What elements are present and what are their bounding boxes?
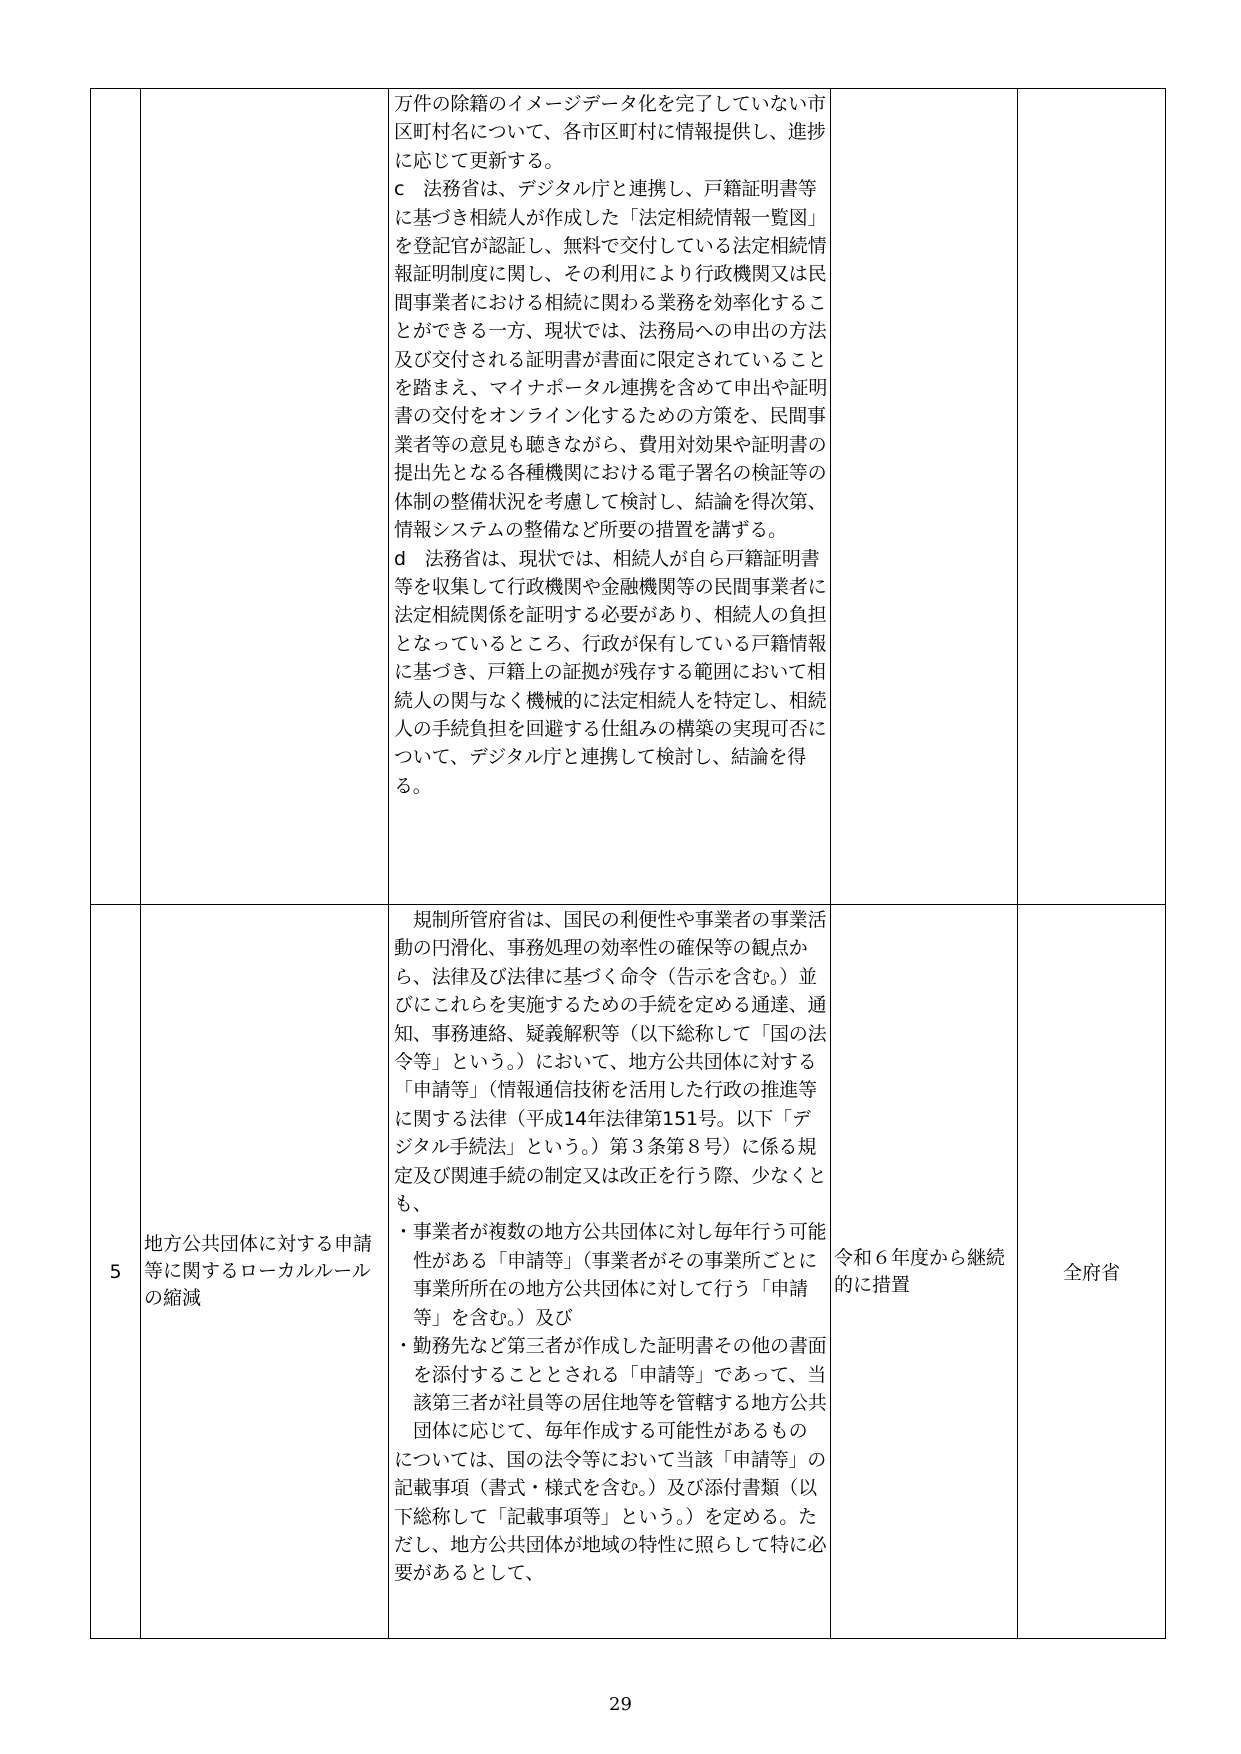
item-name-cell <box>141 89 389 905</box>
content-paragraph: については、国の法令等において当該「申請等」の記載事項（書式・様式を含む。）及び添付書類（以下総称して「記載事項等」という。）を定める。ただし、地方公共団体が地域の特性に照らして特に必要があるとして、 <box>394 1448 827 1585</box>
row-number-cell: 5 <box>91 905 141 1639</box>
row-number-cell <box>91 89 141 905</box>
item-name-cell: 地方公共団体に対する申請等に関するローカルルールの縮減 <box>141 905 389 1639</box>
measures-table <box>90 88 1166 1639</box>
content-paragraph: c 法務省は、デジタル庁と連携し、戸籍証明書等に基づき相続人が作成した「法定相続情報一覧図」を登記官が認証し、無料で交付している法定相続情報証明制度に関し、その利用により行政機関又は民間事業者における相続に関わる業務を効率化することができる一方、現状では、法務局への申出の方法及び交付される証明書が書面に限定されていることを踏まえ、マイナポータル連携を含めて申出や証明書の交付をオンライン化するための方策を、民間事業者等の意見も聴きながら、費用対効果や証明書の提出先となる各種機関における電子署名の検証等の体制の整備状況を考慮して検討し、結論を得次第、情報システムの整備など所要の措置を講ずる。 <box>394 178 828 542</box>
responsible-ministry-cell <box>1018 89 1166 905</box>
implementation-period-cell <box>831 89 1018 905</box>
measure-content-cell <box>389 905 831 1639</box>
content-paragraph: d 法務省は、現状では、相続人が自ら戸籍証明書等を収集して行政機関や金融機関等の民間事業者に法定相続関係を証明する必要があり、相続人の負担となっているところ、行政が保有している戸籍情報に基づき、戸籍上の証拠が残存する範囲において相続人の関与なく機械的に法定相続人を特定し、相続人の手続負担を回避する仕組みの構築の実現可否について、デジタル庁と連携して検討し、結論を得る。 <box>394 547 827 797</box>
page-number: 29 <box>609 1694 632 1715</box>
content-bullet: ・事業者が複数の地方公共団体に対し毎年行う可能性がある「申請等」（事業者がその事業所ごとに事業所所在の地方公共団体に対して行う「申請等」を含む。）及び <box>394 1221 827 1329</box>
content-paragraph: 規制所管府省は、国民の利便性や事業者の事業活動の円滑化、事務処理の効率性の確保等の観点から、法律及び法律に基づく命令（告示を含む。）並びにこれらを実施するための手続を定める通達、通知、事務連絡、疑義解釈等（以下総称して「国の法令等」という。）において、地方公共団体に対する「申請等」（情報通信技術を活用した行政の推進等に関する法律（平成14年法律第151号。以下「デジタル手続法」という。）第３条第８号）に係る規定及び関連手続の制定又は改正を行う際、少なくとも、 <box>394 909 827 1216</box>
content-paragraph: 万件の除籍のイメージデータ化を完了していない市区町村名について、各市区町村に情報提供し、進捗に応じて更新する。 <box>394 93 826 172</box>
table-row <box>91 905 1166 1639</box>
implementation-period-cell: 令和６年度から継続的に措置 <box>831 905 1018 1639</box>
measure-content-cell <box>389 89 831 905</box>
content-bullet: ・勤務先など第三者が作成した証明書その他の書面を添付することとされる「申請等」であって、当該第三者が社員等の居住地等を管轄する地方公共団体に応じて、毎年作成する可能性があるもの <box>394 1335 827 1443</box>
table-row <box>91 89 1166 905</box>
responsible-ministry-cell: 全府省 <box>1018 905 1166 1639</box>
